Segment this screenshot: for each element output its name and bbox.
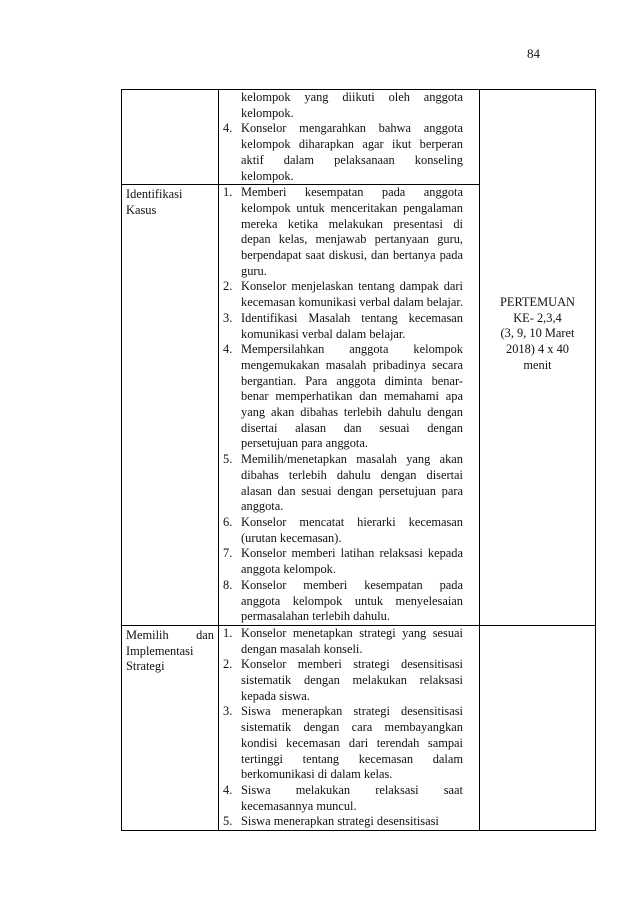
list-item: 4. Siswa melakukan relaksasi saat kecemasannya muncul. <box>223 782 463 813</box>
table-row <box>122 90 596 185</box>
continuation-text: kelompok yang diikuti oleh anggota kelompok. <box>241 90 463 120</box>
list-item: 6. Konselor mencatat hierarki kecemasan (urutan kecemasan). <box>223 514 463 545</box>
stage-label: Implementasi <box>126 643 194 658</box>
meeting-line: (3, 9, 10 Maret <box>500 326 575 341</box>
table-row <box>122 625 596 830</box>
list-item: 8. Konselor memberi kesempatan pada anggota kelompok untuk menyelesaian permasalahan terlebih dahulu. <box>223 577 463 624</box>
steps-list <box>219 626 479 830</box>
list-item: 5. Memilih/menetapkan masalah yang akan dibahas terlebih dahulu dengan disertai alasan dan sesuai dengan persetujuan para anggota. <box>223 452 463 514</box>
list-item: 3. Siswa menerapkan strategi desensitisasi sistematik dengan cara membayangkan kondisi kecemasan dari terendah sampai tertinggi tentang kecemasan dalam berkomunikasi di dalam kelas. <box>223 704 463 782</box>
list-item: 1. Konselor menetapkan strategi yang sesuai dengan masalah konseli. <box>223 625 463 656</box>
list-item: 7. Konselor memberi latihan relaksasi kepada anggota kelompok. <box>223 546 463 577</box>
steps-cell <box>219 625 480 830</box>
list-item: 2. Konselor memberi strategi desensitisasi sistematik dengan melakukan relaksasi kepada siswa. <box>223 657 463 703</box>
steps-list <box>219 121 479 184</box>
meeting-cell <box>480 90 596 626</box>
list-item: 2. Konselor menjelaskan tentang dampak dari kecemasan komunikasi verbal dalam belajar. <box>223 279 463 310</box>
meeting-line: 2018) 4 x 40 <box>506 342 569 357</box>
stage-label: Memilih dan <box>126 627 214 642</box>
stage-label-cell <box>122 625 219 830</box>
meeting-line: menit <box>523 357 552 372</box>
meeting-line: PERTEMUAN <box>500 295 575 309</box>
list-item: 1. Memberi kesempatan pada anggota kelompok untuk menceritakan pengalaman mereka ketika melakukan presentasi di depan kelas, menjawab pertanyaan guru, berpendapat saat diskusi, dan bertanya pada guru. <box>223 185 463 278</box>
meeting-line: KE- 2,3,4 <box>513 310 562 325</box>
stage-label: Strategi <box>126 659 165 674</box>
page-number: 84 <box>527 46 540 61</box>
steps-list <box>219 185 479 625</box>
list-item: 4. Mempersilahkan anggota kelompok mengemukakan masalah pribadinya secara bergantian. Para anggota diminta benar-benar memperhatikan dan memahami apa yang akan dibahas terlebih dahulu dengan disertai alasan dan sesuai dengan persetujuan para anggota. <box>223 342 463 451</box>
list-item: 4. Konselor mengarahkan bahwa anggota kelompok diharapkan agar ikut berperan aktif dalam pelaksanaan konseling kelompok. <box>223 121 463 183</box>
list-item: 5. Siswa menerapkan strategi desensitisasi <box>223 814 439 829</box>
list-item: 3. Identifikasi Masalah tentang kecemasan komunikasi verbal dalam belajar. <box>223 310 463 341</box>
activity-table <box>121 89 596 831</box>
stage-label-cell <box>122 185 219 626</box>
steps-cell <box>219 185 480 626</box>
stage-label: Kasus <box>126 202 157 217</box>
meeting-cell-empty <box>480 625 596 830</box>
stage-label: Identifikasi <box>126 187 183 202</box>
steps-cell <box>219 90 480 185</box>
label-cell-empty <box>122 90 219 185</box>
